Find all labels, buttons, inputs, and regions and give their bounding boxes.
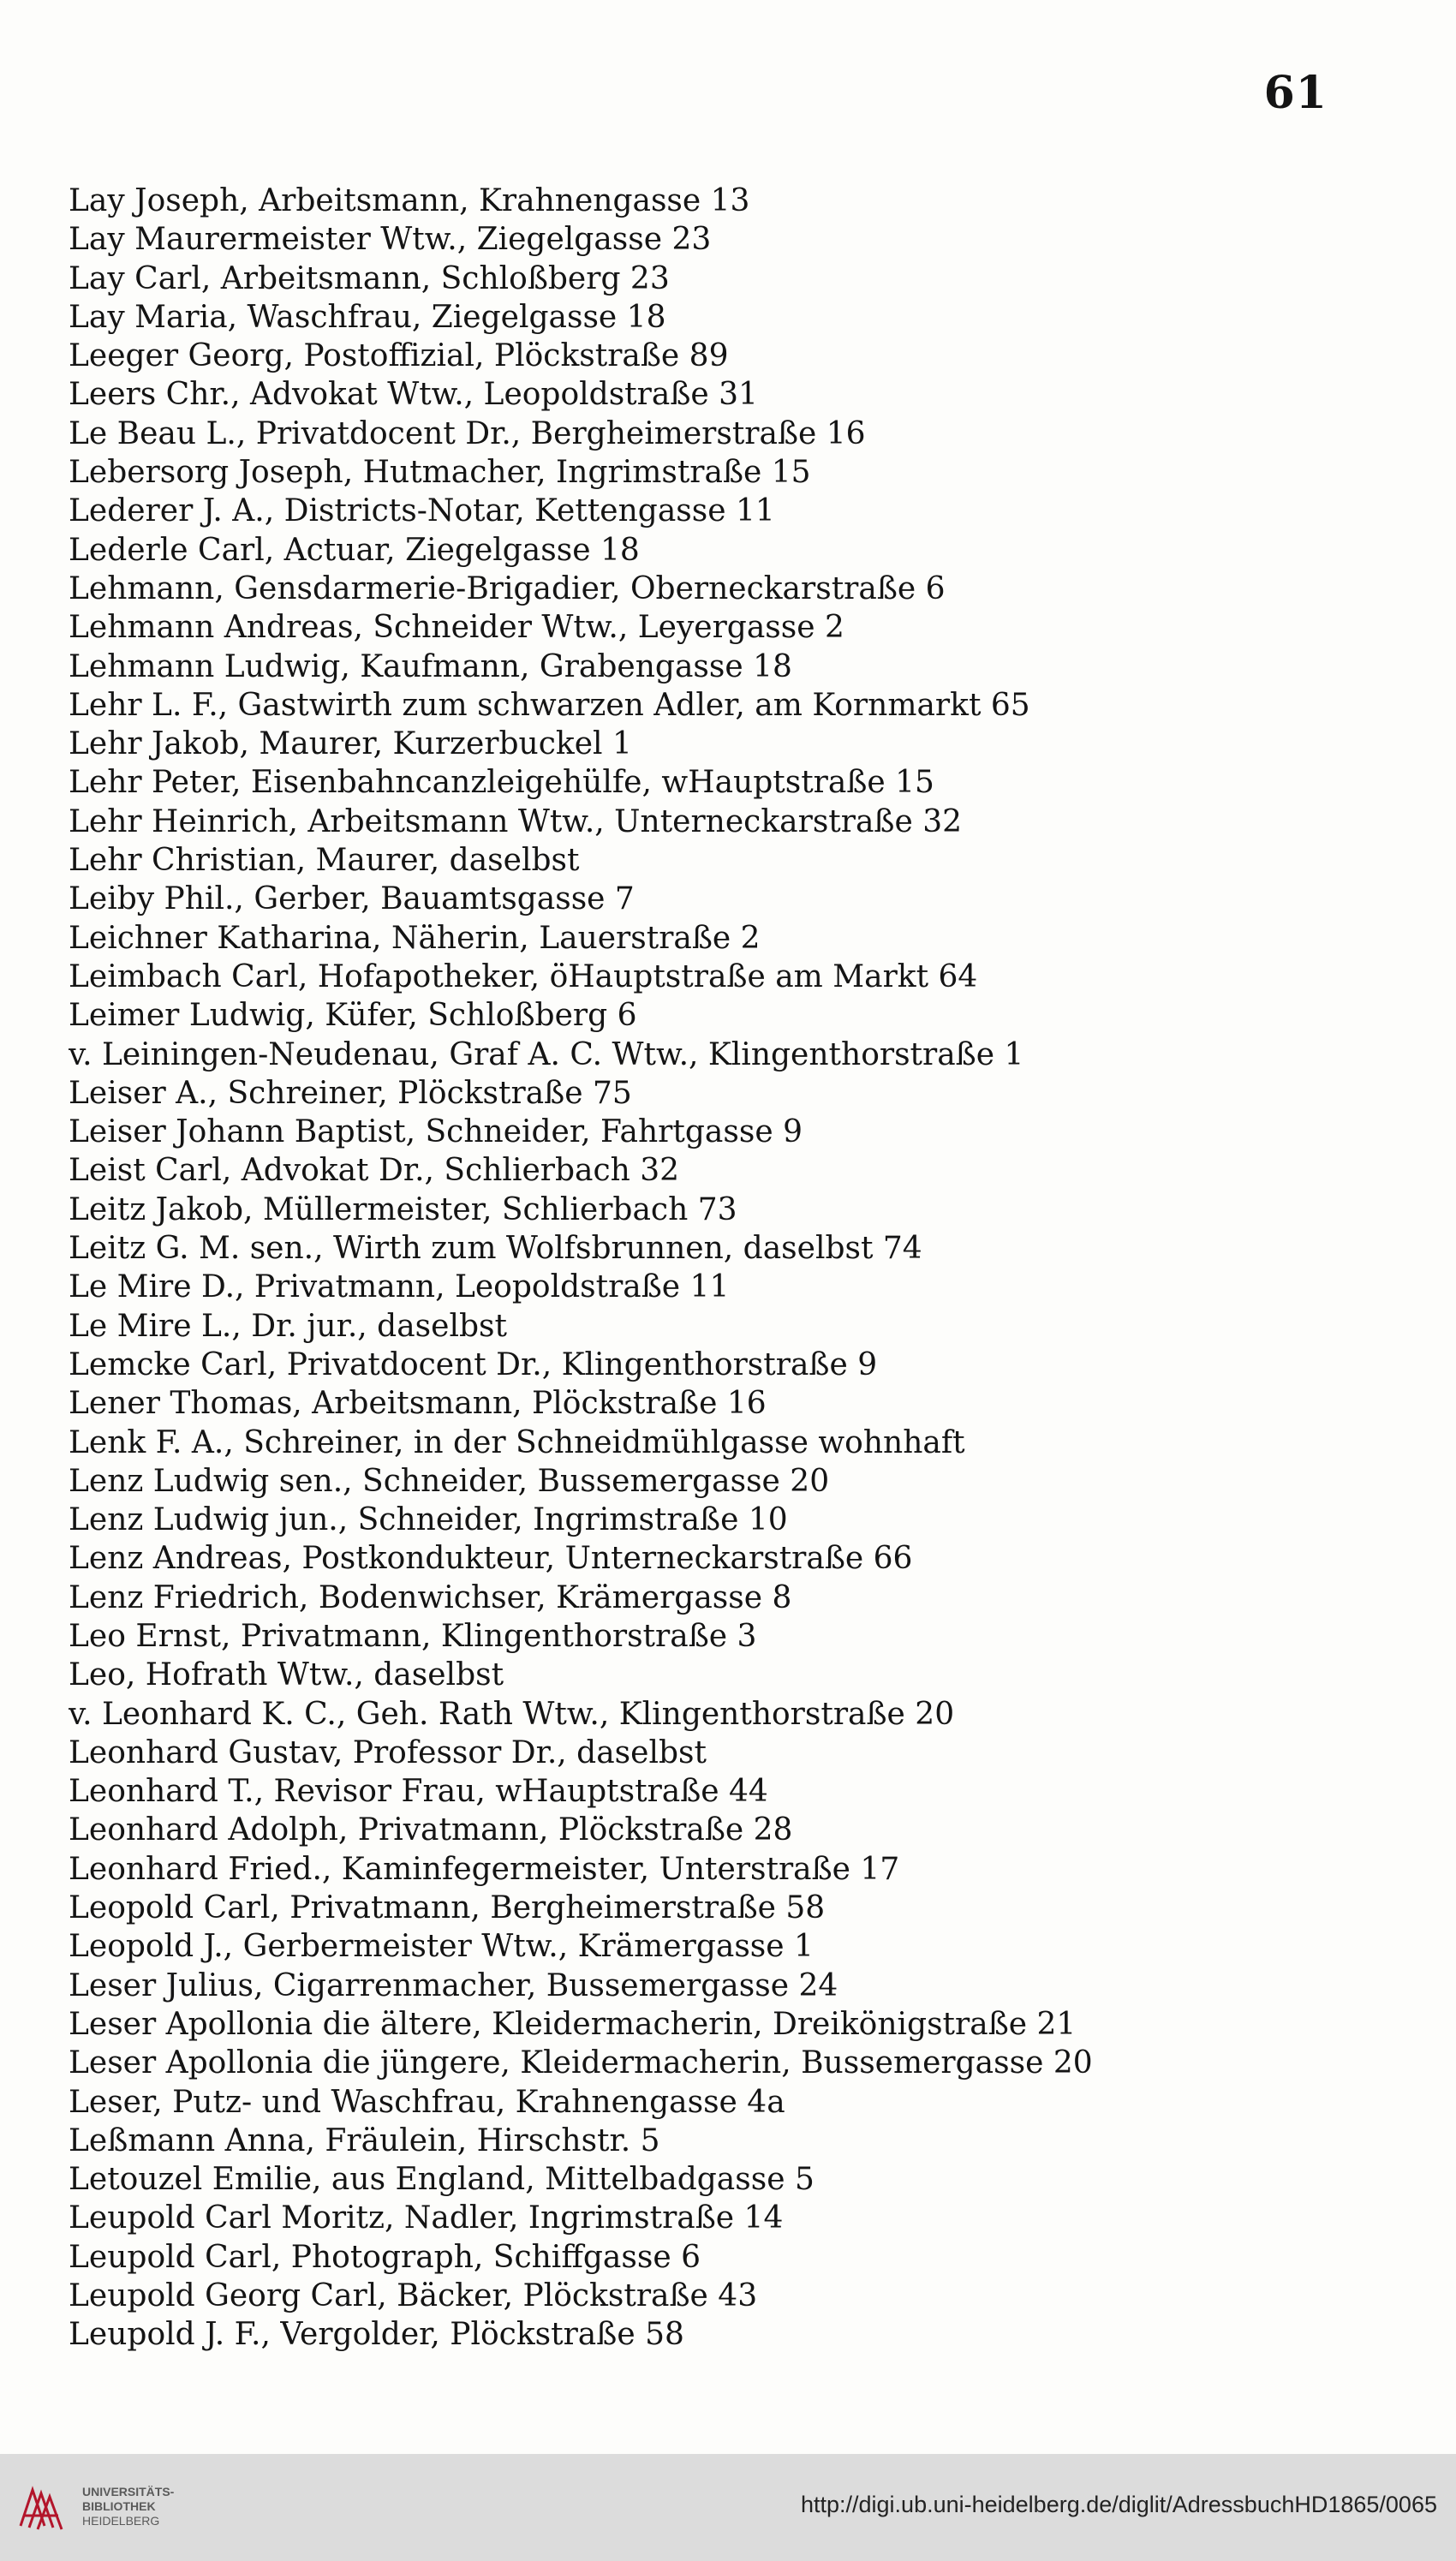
directory-entry: Leonhard Adolph, Privatmann, Plöckstraße 28 bbox=[69, 1812, 793, 1848]
directory-entry: Lay Maria, Waschfrau, Ziegelgasse 18 bbox=[69, 299, 666, 335]
directory-entry: Lehr Christian, Maurer, daselbst bbox=[69, 843, 580, 879]
directory-entry: Leo, Hofrath Wtw., daselbst bbox=[69, 1657, 504, 1693]
directory-entry: Leimer Ludwig, Küfer, Schloßberg 6 bbox=[69, 998, 637, 1034]
directory-entry: Leopold J., Gerbermeister Wtw., Krämergasse 1 bbox=[69, 1929, 814, 1965]
directory-entry: Leupold Carl Moritz, Nadler, Ingrimstraße 14 bbox=[69, 2200, 784, 2236]
directory-entry: Le Mire L., Dr. jur., daselbst bbox=[69, 1308, 507, 1344]
directory-entry: Lenz Ludwig jun., Schneider, Ingrimstraße 10 bbox=[69, 1502, 788, 1538]
directory-entry: Leopold Carl, Privatmann, Bergheimerstraße 58 bbox=[69, 1890, 826, 1926]
directory-entry: Lehr L. F., Gastwirth zum schwarzen Adler, am Kornmarkt 65 bbox=[69, 687, 1030, 723]
directory-entry: Lehr Peter, Eisenbahncanzleigehülfe, wHauptstraße 15 bbox=[69, 765, 934, 801]
directory-entry: v. Leiningen-Neudenau, Graf A. C. Wtw., Klingenthorstraße 1 bbox=[69, 1036, 1024, 1072]
directory-entry: Lener Thomas, Arbeitsmann, Plöckstraße 16 bbox=[69, 1386, 767, 1422]
library-city-line: HEIDELBERG bbox=[82, 2514, 160, 2528]
directory-entry: Leupold J. F., Vergolder, Plöckstraße 58 bbox=[69, 2317, 684, 2353]
directory-entry: Leimbach Carl, Hofapotheker, öHauptstraße am Markt 64 bbox=[69, 958, 978, 994]
directory-entry: Lehmann, Gensdarmerie-Brigadier, Oberneckarstraße 6 bbox=[69, 570, 946, 606]
directory-entry: Lederer J. A., Districts-Notar, Kettengasse 11 bbox=[69, 493, 775, 529]
directory-entry: Leiser Johann Baptist, Schneider, Fahrtgasse 9 bbox=[69, 1114, 803, 1150]
directory-entry: Leonhard T., Revisor Frau, wHauptstraße 44 bbox=[69, 1774, 768, 1810]
directory-entry: Lebersorg Joseph, Hutmacher, Ingrimstraße 15 bbox=[69, 455, 811, 491]
directory-entry: Leichner Katharina, Näherin, Lauerstraße 2 bbox=[69, 920, 761, 956]
library-name bbox=[82, 2485, 174, 2528]
directory-entry: Lemcke Carl, Privatdocent Dr., Klingenthorstraße 9 bbox=[69, 1346, 878, 1382]
library-name-line: UNIVERSITÄTS- bbox=[82, 2485, 175, 2498]
directory-entry: v. Leonhard K. C., Geh. Rath Wtw., Klingenthorstraße 20 bbox=[69, 1696, 955, 1732]
directory-entry: Leser, Putz- und Waschfrau, Krahnengasse 4a bbox=[69, 2084, 785, 2120]
directory-entry: Leitz G. M. sen., Wirth zum Wolfsbrunnen, daselbst 74 bbox=[69, 1231, 922, 1267]
footer-bar bbox=[0, 2454, 1456, 2561]
directory-entry: Leo Ernst, Privatmann, Klingenthorstraße 3 bbox=[69, 1618, 757, 1654]
directory-entry: Leupold Carl, Photograph, Schiffgasse 6 bbox=[69, 2239, 701, 2275]
directory-entry: Lenz Andreas, Postkondukteur, Unterneckarstraße 66 bbox=[69, 1541, 913, 1577]
directory-entries bbox=[69, 182, 1353, 2355]
university-library-logo-icon bbox=[15, 2481, 69, 2534]
directory-entry: Le Mire D., Privatmann, Leopoldstraße 11 bbox=[69, 1269, 730, 1305]
directory-entry: Lehmann Andreas, Schneider Wtw., Leyergasse 2 bbox=[69, 610, 844, 646]
library-name-line: BIBLIOTHEK bbox=[82, 2499, 156, 2513]
directory-entry: Leupold Georg Carl, Bäcker, Plöckstraße 43 bbox=[69, 2278, 758, 2314]
directory-entry: Le Beau L., Privatdocent Dr., Bergheimerstraße 16 bbox=[69, 415, 866, 451]
directory-entry: Leitz Jakob, Müllermeister, Schlierbach 73 bbox=[69, 1191, 737, 1227]
directory-entry: Lenz Friedrich, Bodenwichser, Krämergasse 8 bbox=[69, 1579, 792, 1615]
directory-entry: Leonhard Fried., Kaminfegermeister, Unterstraße 17 bbox=[69, 1851, 900, 1887]
directory-entry: Lenz Ludwig sen., Schneider, Bussemergasse 20 bbox=[69, 1463, 830, 1499]
page-number: 61 bbox=[1263, 67, 1328, 119]
directory-entry: Lay Maurermeister Wtw., Ziegelgasse 23 bbox=[69, 222, 712, 258]
directory-entry: Leers Chr., Advokat Wtw., Leopoldstraße 31 bbox=[69, 377, 758, 413]
directory-entry: Leiser A., Schreiner, Plöckstraße 75 bbox=[69, 1075, 632, 1111]
directory-entry: Lenk F. A., Schreiner, in der Schneidmühlgasse wohnhaft bbox=[69, 1424, 965, 1460]
directory-entry: Leist Carl, Advokat Dr., Schlierbach 32 bbox=[69, 1153, 680, 1189]
directory-entry: Lehr Jakob, Maurer, Kurzerbuckel 1 bbox=[69, 726, 632, 762]
directory-entry: Leser Apollonia die ältere, Kleidermacherin, Dreikönigstraße 21 bbox=[69, 2006, 1077, 2042]
directory-entry: Leonhard Gustav, Professor Dr., daselbst bbox=[69, 1734, 707, 1770]
directory-entry: Letouzel Emilie, aus England, Mittelbadgasse 5 bbox=[69, 2162, 815, 2198]
directory-entry: Lehmann Ludwig, Kaufmann, Grabengasse 18 bbox=[69, 648, 792, 684]
source-url[interactable]: http://digi.ub.uni-heidelberg.de/diglit/AdressbuchHD1865/0065 bbox=[800, 2492, 1437, 2517]
directory-entry: Lehr Heinrich, Arbeitsmann Wtw., Unterneckarstraße 32 bbox=[69, 803, 963, 839]
directory-entry: Leßmann Anna, Fräulein, Hirschstr. 5 bbox=[69, 2122, 660, 2158]
directory-entry: Lay Joseph, Arbeitsmann, Krahnengasse 13 bbox=[69, 183, 750, 218]
directory-entry: Leser Apollonia die jüngere, Kleidermacherin, Bussemergasse 20 bbox=[69, 2045, 1093, 2081]
directory-entry: Leser Julius, Cigarrenmacher, Bussemergasse 24 bbox=[69, 1967, 838, 2003]
directory-entry: Lederle Carl, Actuar, Ziegelgasse 18 bbox=[69, 532, 640, 568]
directory-entry: Lay Carl, Arbeitsmann, Schloßberg 23 bbox=[69, 260, 670, 296]
directory-entry: Leiby Phil., Gerber, Bauamtsgasse 7 bbox=[69, 881, 635, 917]
directory-entry: Leeger Georg, Postoffizial, Plöckstraße 89 bbox=[69, 338, 729, 374]
